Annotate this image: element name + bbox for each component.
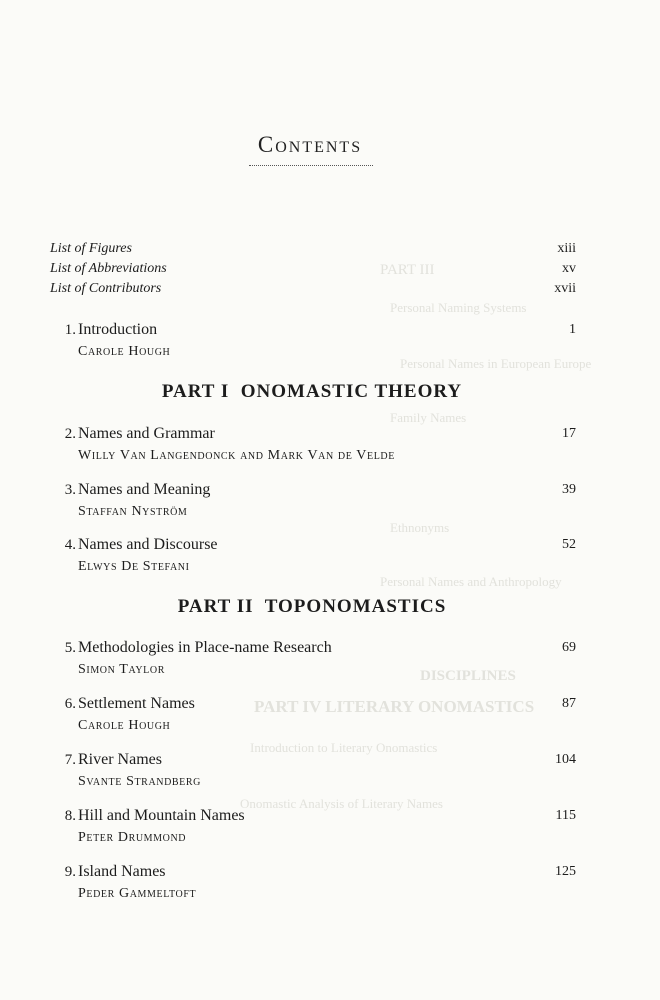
chapter-number: 8.: [64, 808, 76, 824]
toc-front-item[interactable]: [50, 240, 576, 258]
chapter-title: Hill and Mountain Names: [78, 807, 245, 824]
chapter-title: Settlement Names: [78, 695, 195, 712]
front-item-label: List of Abbreviations: [50, 261, 167, 276]
title-underline: [249, 165, 373, 166]
chapter-page: 17: [562, 426, 576, 441]
chapter-number: 2.: [64, 426, 76, 442]
front-item-page: xv: [562, 261, 576, 276]
bleed-through-heading-1: PART III: [380, 262, 435, 278]
chapter-author: Willy Van Langendonck and Mark Van de Velde: [78, 448, 395, 463]
chapter-author: Elwys De Stefani: [78, 559, 190, 574]
chapter-author: Peter Drummond: [78, 830, 187, 845]
bleed-through-line-3: Family Names: [390, 410, 467, 425]
chapter-number: 3.: [64, 482, 76, 498]
chapter-page: 52: [562, 537, 576, 552]
bleed-through-heading-2: DISCIPLINES: [420, 668, 516, 684]
chapter-title: Names and Grammar: [78, 425, 215, 442]
chapter-title: Introduction: [78, 321, 158, 338]
toc-front-item[interactable]: [50, 280, 576, 298]
chapter-page: 87: [562, 696, 576, 711]
chapter-author: Svante Strandberg: [78, 774, 201, 789]
chapter-title: Names and Meaning: [78, 481, 211, 498]
chapter-page: 39: [562, 482, 576, 497]
bleed-through-line-7: Onomastic Analysis of Literary Names: [240, 796, 443, 811]
front-item-page: xvii: [554, 281, 576, 296]
chapter-number: 1.: [64, 322, 76, 338]
chapter-page: 104: [555, 752, 576, 767]
chapter-title: Methodologies in Place-name Research: [78, 639, 332, 656]
chapter-author: Carole Hough: [78, 344, 171, 359]
chapter-page: 125: [555, 864, 576, 879]
chapter-author: Staffan Nyström: [78, 504, 188, 519]
chapter-number: 4.: [64, 537, 76, 553]
front-item-label: List of Figures: [50, 241, 132, 256]
chapter-page: 69: [562, 640, 576, 655]
bleed-through-line-1: Personal Naming Systems: [390, 300, 527, 315]
chapter-author: Peder Gammeltoft: [78, 886, 197, 901]
part-heading-toponomastics: PART II TOPONOMASTICS: [177, 596, 447, 617]
chapter-number: 9.: [64, 864, 76, 880]
chapter-title: Names and Discourse: [78, 536, 218, 553]
bleed-through-line-4: Ethnonyms: [390, 520, 450, 535]
chapter-author: Carole Hough: [78, 718, 171, 733]
bleed-through-heading-3: PART IV LITERARY ONOMASTICS: [254, 697, 535, 716]
chapter-title: Island Names: [78, 863, 166, 880]
chapter-author: Simon Taylor: [78, 662, 165, 677]
front-item-label: List of Contributors: [50, 281, 162, 296]
chapter-number: 6.: [64, 696, 76, 712]
chapter-title: River Names: [78, 751, 162, 768]
chapter-number: 5.: [64, 640, 76, 656]
page-title: Contents: [257, 132, 363, 157]
chapter-number: 7.: [64, 752, 76, 768]
front-item-page: xiii: [557, 241, 576, 256]
chapter-page: 115: [555, 808, 576, 823]
bleed-through-line-6: Introduction to Literary Onomastics: [250, 740, 438, 755]
part-heading-onomastic-theory: PART I ONOMASTIC THEORY: [161, 381, 463, 402]
bleed-through-line-2: Personal Names in European Europe: [400, 356, 592, 371]
bleed-through-line-5: Personal Names and Anthropology: [380, 574, 562, 589]
chapter-page: 1: [569, 322, 576, 337]
toc-front-item[interactable]: [50, 260, 576, 278]
